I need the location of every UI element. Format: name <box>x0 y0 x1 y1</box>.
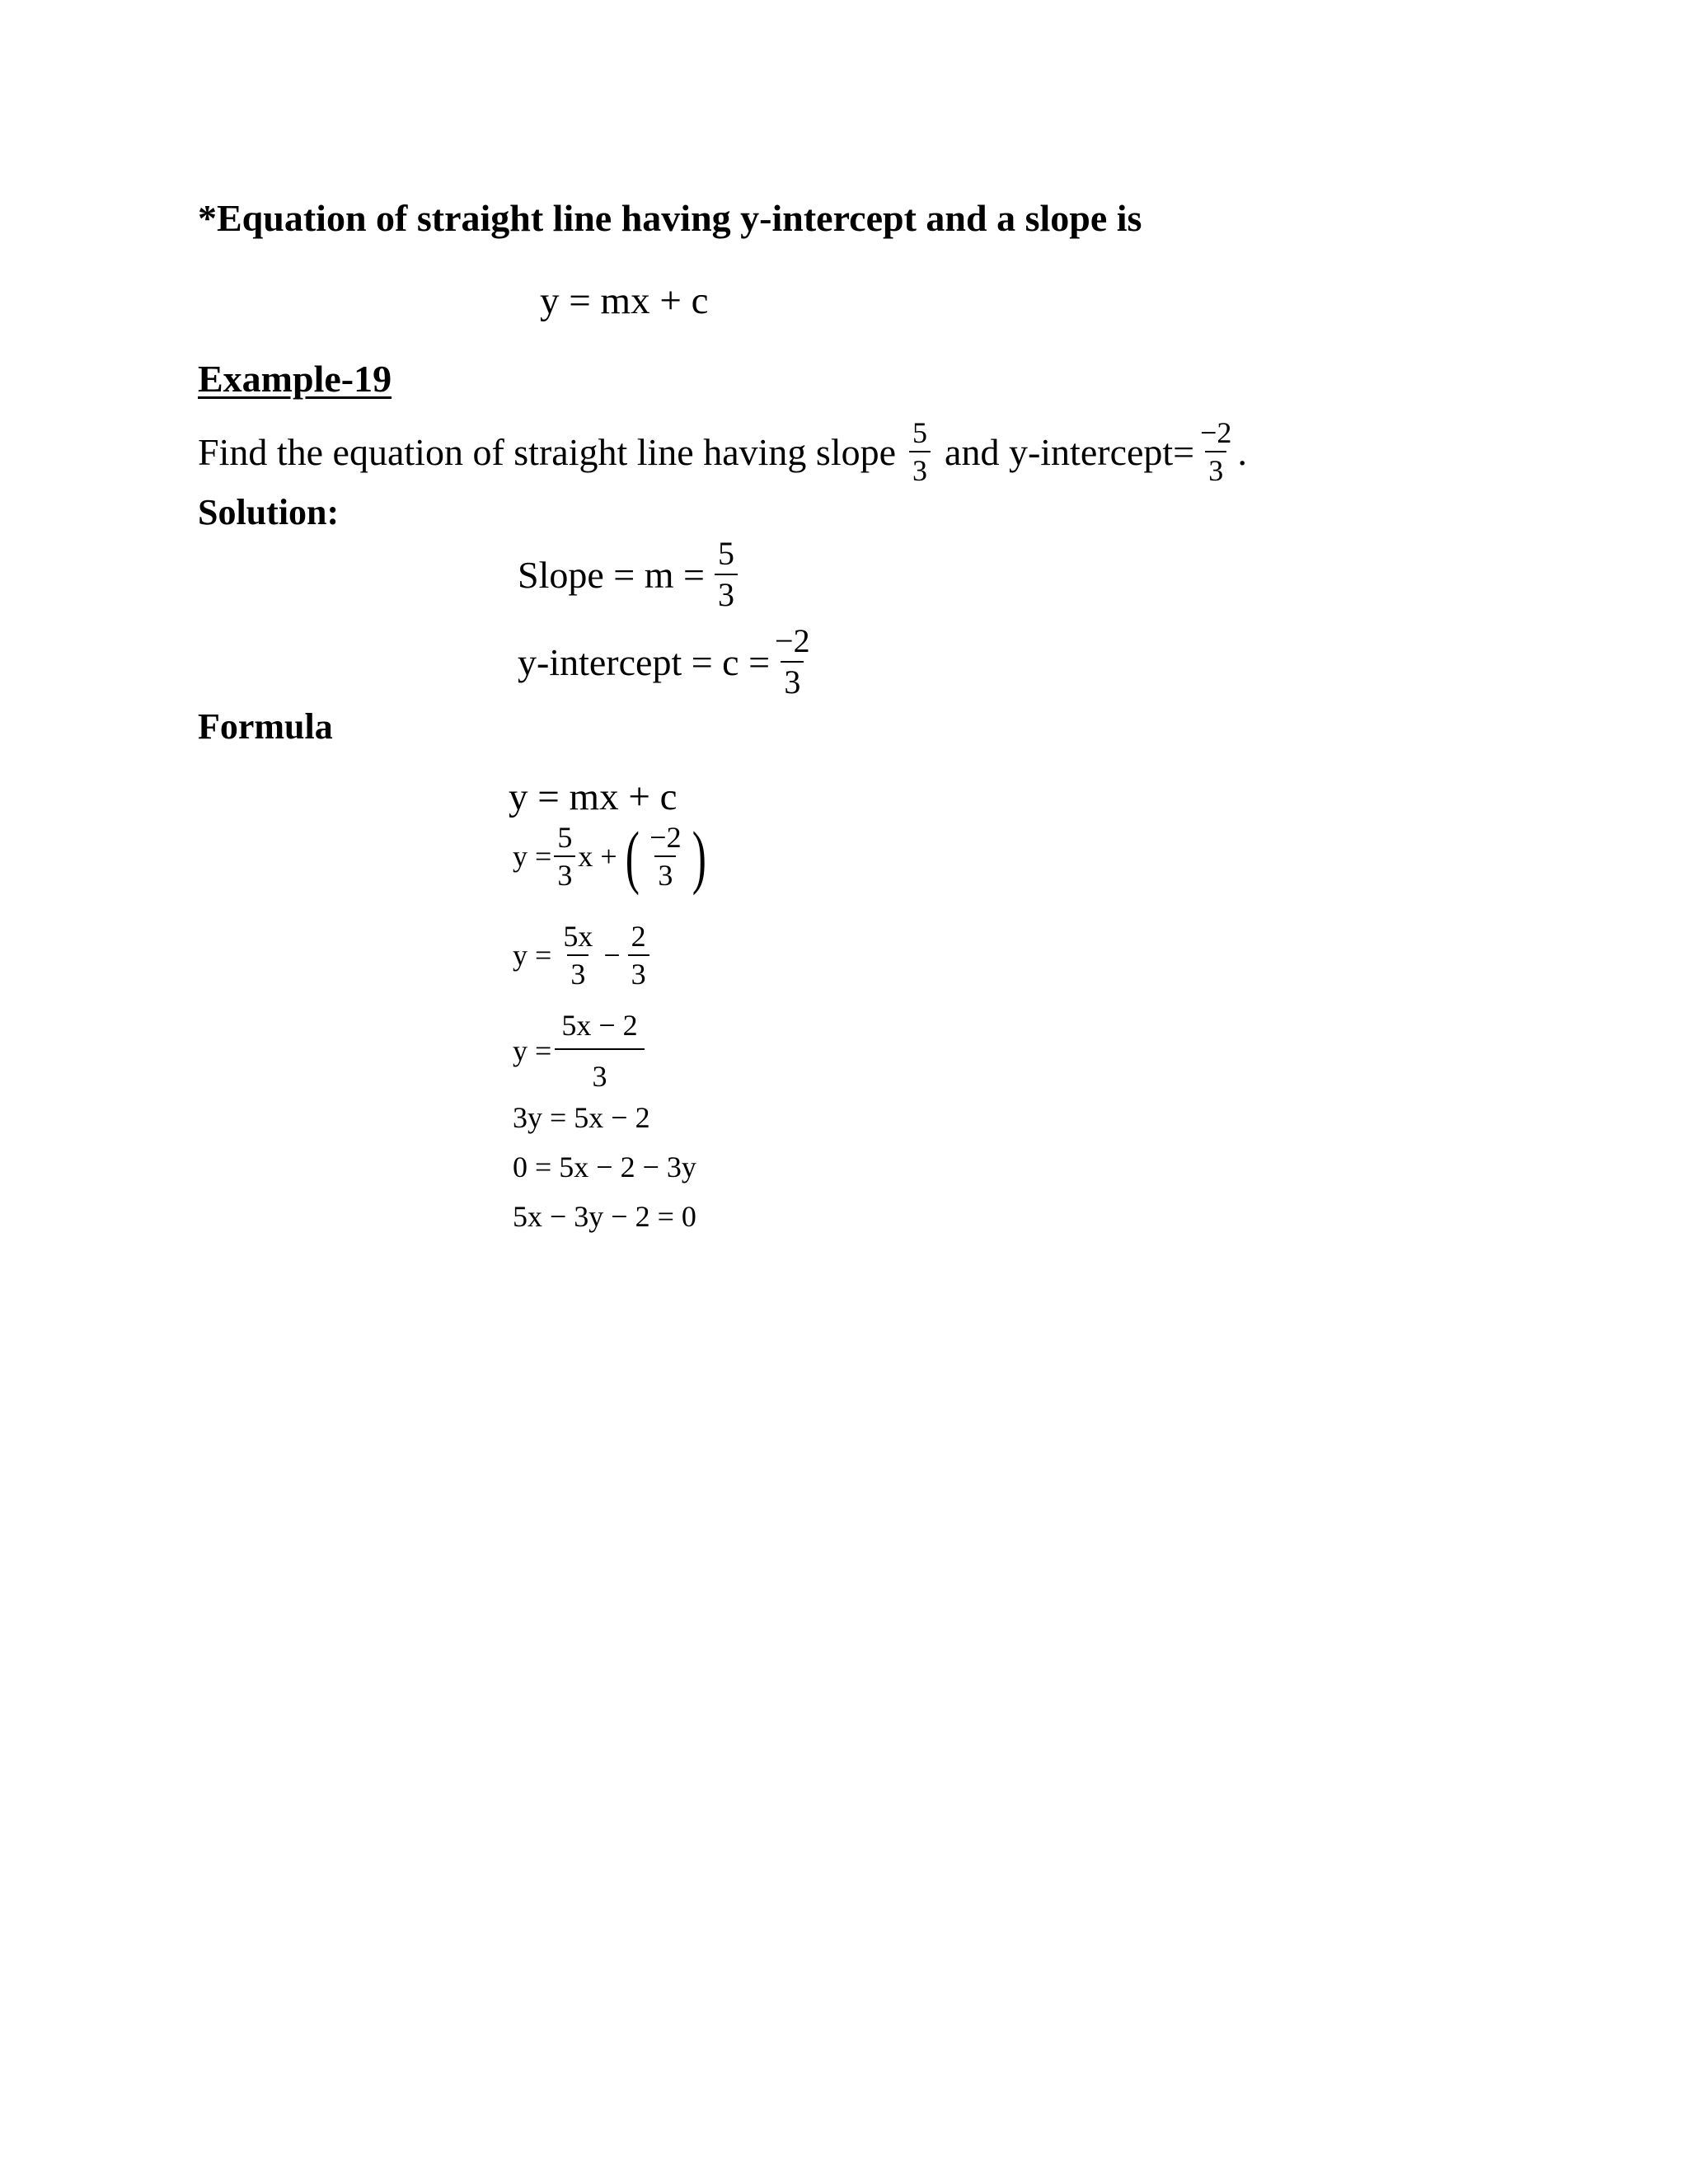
formula-line-3-f1-denominator: 3 <box>567 954 588 989</box>
problem-slope-denominator: 3 <box>909 451 931 485</box>
formula-line-3-fraction-2 <box>628 921 649 989</box>
formula-line-4-fraction <box>558 1010 640 1091</box>
problem-text-1: Find the equation of straight line having slope <box>198 430 897 473</box>
solution-intercept-denominator: 3 <box>781 661 804 699</box>
formula-line-2-mid: x + <box>578 840 617 873</box>
problem-slope-fraction <box>909 418 931 485</box>
solution-intercept-fraction <box>771 622 814 701</box>
formula-line-4 <box>513 1010 644 1091</box>
formula-line-6: 0 = 5x − 2 − 3y <box>513 1151 696 1183</box>
formula-line-3-f1-numerator: 5x <box>563 920 593 953</box>
problem-period: . <box>1237 430 1247 473</box>
solution-intercept-line <box>518 622 816 701</box>
formula-line-4-lhs: y = <box>513 1034 552 1067</box>
problem-intercept-denominator: 3 <box>1205 451 1226 485</box>
formula-line-7: 5x − 3y − 2 = 0 <box>513 1200 696 1233</box>
formula-label: Formula <box>198 706 333 747</box>
formula-line-3 <box>513 921 652 989</box>
solution-label: Solution: <box>198 492 340 532</box>
problem-slope-numerator: 5 <box>912 416 928 449</box>
formula-line-3-fraction-1 <box>560 921 596 989</box>
solution-slope-numerator: 5 <box>717 535 734 572</box>
solution-slope-denominator: 3 <box>715 574 738 612</box>
solution-slope-prefix: Slope = m = <box>518 553 705 596</box>
section-heading: *Equation of straight line having y-intercept and a slope is <box>198 197 1142 239</box>
general-formula: y = mx + c <box>540 279 709 322</box>
formula-line-3-f2-denominator: 3 <box>628 954 649 989</box>
problem-intercept-numerator: −2 <box>1200 416 1232 449</box>
solution-slope-line <box>518 537 740 612</box>
formula-line-2-f1-denominator: 3 <box>554 855 575 890</box>
formula-line-2-fraction-1 <box>554 823 575 890</box>
problem-statement <box>198 418 1247 485</box>
formula-line-4-denominator: 3 <box>555 1048 644 1091</box>
formula-line-3-operator: − <box>603 939 621 972</box>
formula-line-3-lhs: y = <box>513 939 552 972</box>
formula-line-5: 3y = 5x − 2 <box>513 1101 650 1134</box>
formula-line-3-f2-numerator: 2 <box>631 920 646 953</box>
formula-line-2-f2-denominator: 3 <box>654 855 676 890</box>
solution-intercept-numerator: −2 <box>775 622 810 659</box>
solution-slope-fraction <box>715 537 738 612</box>
formula-line-2: y = $\frac{5}{3}$ x + ( $\frac{-2}{3}$ ) <box>513 817 706 896</box>
solution-intercept-prefix: y-intercept = c = <box>518 640 771 683</box>
example-title: Example-19 <box>198 358 392 400</box>
formula-line-2-fraction-2 <box>646 823 684 890</box>
formula-line-1: y = mx + c <box>509 776 678 818</box>
formula-line-2-f2-numerator: −2 <box>649 821 682 854</box>
formula-line-2-f1-numerator: 5 <box>557 821 573 854</box>
formula-line-4-numerator: 5x − 2 <box>561 1009 638 1042</box>
problem-text-2: and y-intercept= <box>945 430 1195 473</box>
formula-line-2-lhs: y = <box>513 840 552 873</box>
problem-intercept-fraction <box>1197 418 1235 485</box>
